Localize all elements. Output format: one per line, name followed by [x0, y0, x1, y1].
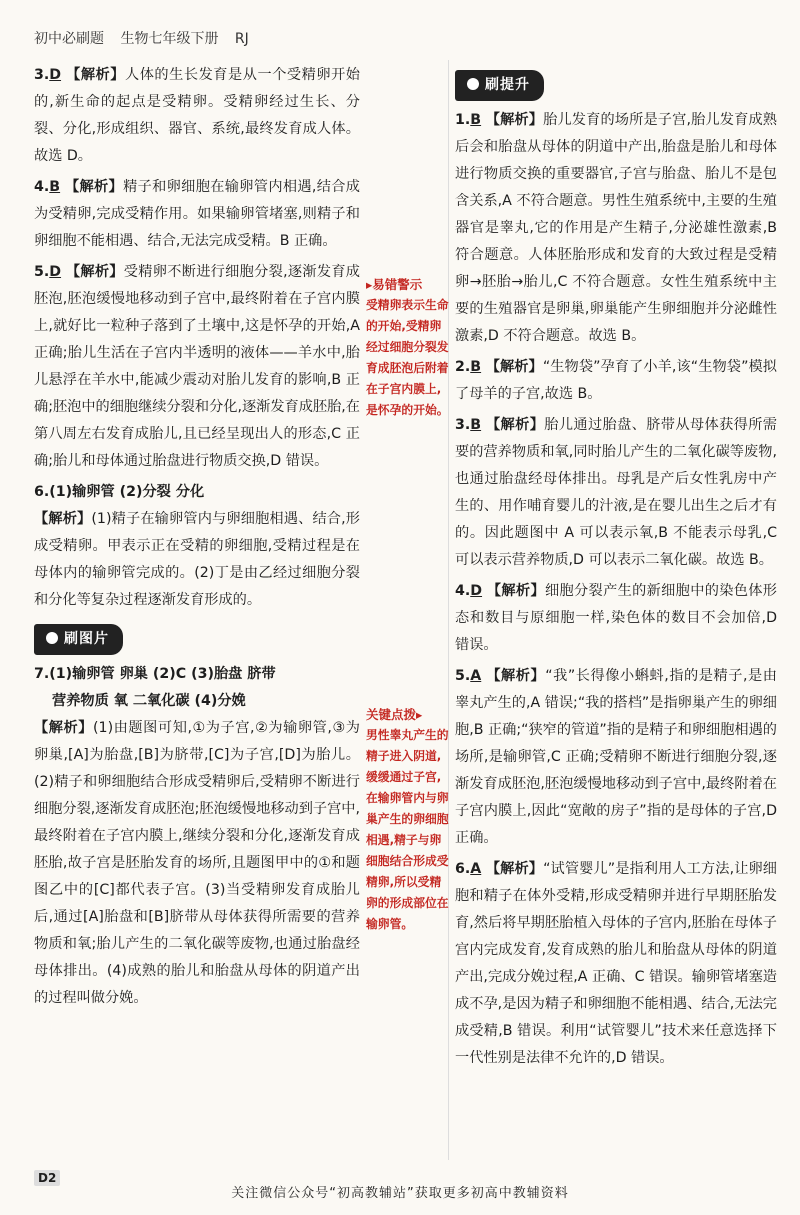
fill-answer: (1)输卵管 卵巢 (2)C (3)胎盘 脐带 [49, 666, 276, 682]
side-note-key-point [366, 704, 450, 935]
side-note-text: 男性睾丸产生的精子进入阴道,缓缓通过子宫,在输卵管内与卵巢产生的卵细胞相遇,精子与卵细胞结合形成受精卵,所以受精卵的形成部位在输卵管。 [366, 728, 449, 931]
edition-label: RJ [234, 31, 249, 47]
side-note-title: ▸易错警示 [366, 277, 423, 292]
fill-answer-cont: 营养物质 氧 二氧化碳 (4)分娩 [52, 693, 246, 709]
column-divider [448, 60, 449, 1160]
question-5: 5.D 【解析】受精卵不断进行细胞分裂,逐渐发育成胚泡,胚泡缓慢地移动到子宫中,最终附着在子宫内膜上,就好比一粒种子落到了土壤中,这是怀孕的开始,A 正确;胎儿生活在子宫内半透明的液体——羊水中,胎儿悬浮在羊水中,能减少震动对胎儿发育的影响,B 正确;胚泡中的细胞继续分裂和分化,逐渐发育成胚胎,在第八周左右发育成胎儿,且已经呈现出人的形态,C 正确;胎儿和母体通过胎盘进行物质交换,D 错误。 [34, 264, 360, 469]
page-number: D2 [34, 1170, 60, 1186]
question-1: 1.B 【解析】胎儿发育的场所是子宫,胎儿发育成熟后会和胎盘从母体的阴道中产出,胎盘是胎儿和母体进行物质交换的重要器官,子宫与胎盘、胎儿不是包含关系,A 不符合题意。男性生殖系统中,主要的生殖器官是睾丸,它的作用是产生精子,分泌雄性激素,B 符合题意。人体胚胎形成和发育的大致过程是受精卵→胚胎→胎儿,C 不符合题意。女性生殖系统中主要的生殖器官是卵巢,卵巢能产生卵细胞并分泌雌性激素,D 不符合题意。故选 B。 [455, 112, 777, 344]
brush-icon [46, 632, 58, 644]
question-3: 3.D 【解析】人体的生长发育是从一个受精卵开始的,新生命的起点是受精卵。受精卵经过生长、分裂、分化,形成组织、器官、系统,最终发育成人体。故选 D。 [34, 67, 360, 164]
brush-icon [467, 78, 479, 90]
explanation-text: (1)由题图可知,①为子宫,②为输卵管,③为卵巢,[A]为胎盘,[B]为脐带,[C]为子宫,[D]为胎儿。(2)精子和卵细胞结合形成受精卵后,受精卵不断进行细胞分裂,逐渐发育成胚泡;胚泡缓慢地移动到子宫中,最终附着在子宫内膜上,继续分裂和分化,逐渐发育成胚胎,故子宫是胚胎发育的场所,且题图甲中的①和题图乙中的[C]都代表子宫。(3)当受精卵发育成胎儿后,通过[A]胎盘和[B]脐带从母体获得所需要的营养物质和氧;胎儿产生的二氧化碳等废物,也通过胎盘经母体排出。(4)成熟的胎儿和胎盘从母体的阴道产出的过程叫做分娩。 [34, 720, 360, 1006]
question-3: 3.B 【解析】胎儿通过胎盘、脐带从母体获得所需要的营养物质和氧,同时胎儿产生的二氧化碳等废物,也通过胎盘经母体排出。母乳是产后女性乳房中产生的、用作哺育婴儿的汁液,是在婴儿出生之后才有的。因此题图中 A 可以表示氧,B 不能表示母乳,C 可以表示营养物质,D 可以表示二氧化碳。故选 B。 [455, 417, 777, 568]
explanation-text: “我”长得像小蝌蚪,指的是精子,是由睾丸产生的,A 错误;“我的搭档”是指卵巢产生的卵细胞,B 正确;“狭窄的管道”指的是精子和卵细胞相遇的场所,是输卵管,C 正确;受精卵不断进行细胞分裂,逐渐发育成胚泡,胚泡缓慢地移动到子宫中,最终附着在子宫内膜上,因此“宽敞的房子”指的是母体的子宫,D 正确。 [455, 668, 777, 846]
section-banner-pictures: 刷图片 [34, 624, 123, 655]
explanation-text: 受精卵不断进行细胞分裂,逐渐发育成胚泡,胚泡缓慢地移动到子宫中,最终附着在子宫内膜上,就好比一粒种子落到了土壤中,这是怀孕的开始,A 正确;胎儿生活在子宫内半透明的液体——羊水中,胎儿悬浮在羊水中,能减少震动对胎儿发育的影响,B 正确;胚泡中的细胞继续分裂和分化,逐渐发育成胚胎,在第八周左右发育成胎儿,且已经呈现出人的形态,C 正确;胎儿和母体通过胎盘进行物质交换,D 错误。 [34, 264, 360, 469]
explanation-text: 人体的生长发育是从一个受精卵开始的,新生命的起点是受精卵。受精卵经过生长、分裂、分化,形成组织、器官、系统,最终发育成人体。故选 D。 [34, 67, 360, 164]
explanation-text: 细胞分裂产生的新细胞中的染色体形态和数目与原细胞一样,染色体的数目不会加倍,D 错误。 [455, 583, 777, 653]
answer-letter: D [470, 583, 483, 599]
fill-answer: (1)输卵管 (2)分裂 分化 [49, 484, 205, 500]
answer-letter: D [49, 264, 62, 280]
question-4: 4.B 【解析】精子和卵细胞在输卵管内相遇,结合成为受精卵,完成受精作用。如果输卵管堵塞,则精子和卵细胞不能相遇、结合,无法完成受精。B 正确。 [34, 179, 360, 249]
page-footer: 关注微信公众号“初高教辅站”获取更多初高中教辅资料 [231, 1186, 569, 1201]
series-name: 初中必刷题 [34, 31, 104, 47]
question-5: 5.A 【解析】“我”长得像小蝌蚪,指的是精子,是由睾丸产生的,A 错误;“我的搭档”是指卵巢产生的卵细胞,B 正确;“狭窄的管道”指的是精子和卵细胞相遇的场所,是输卵管,C 正确;受精卵不断进行细胞分裂,逐渐发育成胚泡,胚泡缓慢地移动到子宫中,最终附着在子宫内膜上,因此“宽敞的房子”指的是母体的子宫,D 正确。 [455, 668, 777, 846]
question-6: 6.(1)输卵管 (2)分裂 分化 【解析】(1)精子在输卵管内与卵细胞相遇、结合,形成受精卵。甲表示正在受精的卵细胞,受精过程是在母体内的输卵管完成的。(2)丁是由乙经过细胞分裂和分化等复杂过程逐渐发育形成的。 [34, 484, 360, 608]
answer-letter: B [470, 417, 482, 433]
section-banner-advanced: 刷提升 [455, 70, 544, 101]
explanation-text: (1)精子在输卵管内与卵细胞相遇、结合,形成受精卵。甲表示正在受精的卵细胞,受精过程是在母体内的输卵管完成的。(2)丁是由乙经过细胞分裂和分化等复杂过程逐渐发育形成的。 [34, 511, 360, 608]
explanation-text: 胎儿发育的场所是子宫,胎儿发育成熟后会和胎盘从母体的阴道中产出,胎盘是胎儿和母体进行物质交换的重要器官,子宫与胎盘、胎儿不是包含关系,A 不符合题意。男性生殖系统中,主要的生殖器官是睾丸,它的作用是产生精子,分泌雄性激素,B 符合题意。人体胚胎形成和发育的大致过程是受精卵→胚胎→胎儿,C 不符合题意。女性生殖系统中主要的生殖器官是卵巢,卵巢能产生卵细胞并分泌雌性激素,D 不符合题意。故选 B。 [455, 112, 777, 344]
question-4: 4.D 【解析】细胞分裂产生的新细胞中的染色体形态和数目与原细胞一样,染色体的数目不会加倍,D 错误。 [455, 583, 777, 653]
question-6: 6.A 【解析】“试管婴儿”是指利用人工方法,让卵细胞和精子在体外受精,形成受精卵并进行早期胚胎发育,然后将早期胚胎植入母体的子宫内,胚胎在母体子宫内完成发育,发育成熟的胎儿和胎盘从母体的阴道产出,完成分娩过程,A 正确、C 错误。输卵管堵塞造成不孕,是因为精子和卵细胞不能相遇、结合,无法完成受精,B 错误。利用“试管婴儿”技术来任意选择下一代性别是法律不允许的,D 错误。 [455, 861, 777, 1066]
left-column [34, 62, 360, 1016]
answer-letter: D [49, 67, 62, 83]
question-7: 7.(1)输卵管 卵巢 (2)C (3)胎盘 脐带 营养物质 氧 二氧化碳 (4)分娩 【解析】(1)由题图可知,①为子宫,②为输卵管,③为卵巢,[A]为胎盘,[B]为脐带,[C]为子宫,[D]为胎儿。(2)精子和卵细胞结合形成受精卵后,受精卵不断进行细胞分裂,逐渐发育成胚泡;胚泡缓慢地移动到子宫中,最终附着在子宫内膜上,继续分裂和分化,逐渐发育成胚胎,故子宫是胚胎发育的场所,且题图甲中的①和题图乙中的[C]都代表子宫。(3)当受精卵发育成胎儿后,通过[A]胎盘和[B]脐带从母体获得所需要的营养物质和氧;胎儿产生的二氧化碳等废物,也通过胎盘经母体排出。(4)成熟的胎儿和胎盘从母体的阴道产出的过程叫做分娩。 [34, 666, 360, 1006]
subject-name: 生物七年级下册 [120, 31, 219, 47]
side-note-title: 关键点拨▸ [366, 707, 423, 722]
answer-letter: B [49, 179, 61, 195]
explanation-text: 精子和卵细胞在输卵管内相遇,结合成为受精卵,完成受精作用。如果输卵管堵塞,则精子和卵细胞不能相遇、结合,无法完成受精。B 正确。 [34, 179, 360, 249]
side-note-text: 受精卵表示生命的开始,受精卵经过细胞分裂发育成胚泡后附着在子宫内膜上,是怀孕的开始。 [366, 298, 449, 417]
question-2: 2.B 【解析】“生物袋”孕育了小羊,该“生物袋”模拟了母羊的子宫,故选 B。 [455, 359, 777, 402]
right-column [455, 62, 777, 1076]
explanation-text: “试管婴儿”是指利用人工方法,让卵细胞和精子在体外受精,形成受精卵并进行早期胚胎发育,然后将早期胚胎植入母体的子宫内,胚胎在母体子宫内完成发育,发育成熟的胎儿和胎盘从母体的阴道产出,完成分娩过程,A 正确、C 错误。输卵管堵塞造成不孕,是因为精子和卵细胞不能相遇、结合,无法完成受精,B 错误。利用“试管婴儿”技术来任意选择下一代性别是法律不允许的,D 错误。 [455, 861, 777, 1066]
answer-letter: B [470, 112, 482, 128]
explanation-text: 胎儿通过胎盘、脐带从母体获得所需要的营养物质和氧,同时胎儿产生的二氧化碳等废物,也通过胎盘经母体排出。母乳是产后女性乳房中产生的、用作哺育婴儿的汁液,是在婴儿出生之后才有的。因此题图中 A 可以表示氧,B 不能表示母乳,C 可以表示营养物质,D 可以表示二氧化碳。故选 B。 [455, 417, 777, 568]
explanation-text: “生物袋”孕育了小羊,该“生物袋”模拟了母羊的子宫,故选 B。 [455, 359, 777, 402]
answer-letter: A [470, 668, 482, 684]
answer-letter: A [470, 861, 482, 877]
answer-letter: B [470, 359, 482, 375]
side-note-mistake-warning [366, 274, 450, 421]
page-header [34, 28, 249, 48]
